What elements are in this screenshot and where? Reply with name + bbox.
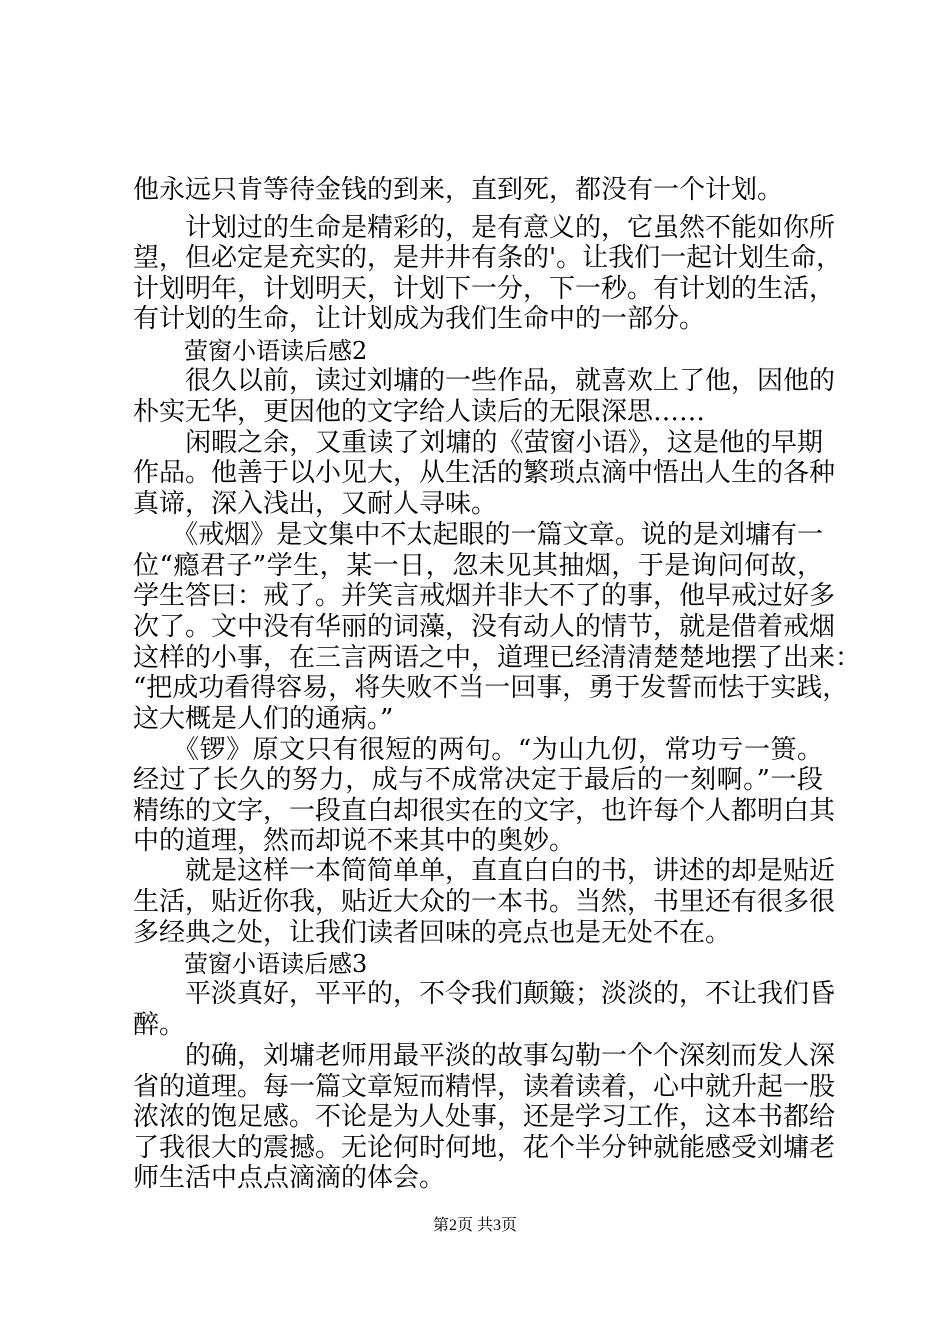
paragraph-line: 多经典之处，让我们读者回味的亮点也是无处不在。: [133, 918, 732, 948]
paragraph-line: 了我很大的震撼。无论何时何地，花个半分钟就能感受刘墉老: [133, 1133, 836, 1163]
paragraph-line: 计划明年，计划明天，计划下一分，下一秒。有计划的生活，: [133, 274, 836, 304]
section-heading: 萤窗小语读后感3: [184, 950, 368, 978]
paragraph-line: 师生活中点点滴滴的体会。: [133, 1163, 446, 1193]
paragraph-line: 浓浓的饱足感。不论是为人处事，还是学习工作，这本书都给: [133, 1102, 836, 1132]
paragraph-line: 这样的小事，在三言两语之中，道理已经清清楚楚地摆了出来：: [133, 643, 862, 673]
paragraph-line: 省的道理。每一篇文章短而精悍，读着读着，心中就升起一股: [133, 1072, 836, 1102]
paragraph-line: 有计划的生命，让计划成为我们生命中的一部分。: [133, 304, 706, 334]
paragraph-line: 醉。: [133, 1010, 186, 1040]
paragraph-line: 学生答曰：戒了。并笑言戒烟并非大不了的事，他早戒过好多: [133, 581, 836, 611]
paragraph-line: 计划过的生命是精彩的，是有意义的，它虽然不能如你所: [133, 213, 836, 243]
paragraph-line: 位“瘾君子”学生，某一日，忽未见其抽烟，于是询问何故，: [133, 551, 823, 581]
paragraph-line: 经过了长久的努力，成与不成常决定于最后的一刻啊。”一段: [133, 765, 823, 795]
section-heading: 萤窗小语读后感2: [184, 337, 368, 365]
paragraph-line: 就是这样一本简简单单，直直白白的书，讲述的却是贴近: [133, 856, 836, 886]
paragraph-line: 很久以前，读过刘墉的一些作品，就喜欢上了他，因他的: [133, 366, 836, 396]
paragraph-line: 这大概是人们的通病。”: [133, 704, 394, 734]
paragraph-line: 真谛，深入浅出，又耐人寻味。: [133, 489, 498, 519]
paragraph-line: 精练的文字，一段直白却很实在的文字，也许每个人都明白其: [133, 796, 836, 826]
paragraph-line: 望，但必定是充实的，是井井有条的'。让我们一起计划生命，: [133, 243, 843, 273]
page-number-footer: 第2页 共3页: [432, 1217, 517, 1234]
paragraph-line: 他永远只肯等待金钱的到来，直到死，都没有一个计划。: [133, 175, 784, 205]
paragraph-line: 作品。他善于以小见大，从生活的繁琐点滴中悟出人生的各种: [133, 458, 836, 488]
paragraph-line: 次了。文中没有华丽的词藻，没有动人的情节，就是借着戒烟: [133, 612, 836, 642]
paragraph-line: 中的道理，然而却说不来其中的奥妙。: [133, 826, 576, 856]
paragraph-line: 生活，贴近你我，贴近大众的一本书。当然，书里还有很多很: [133, 887, 836, 917]
paragraph-line: 《戒烟》是文集中不太起眼的一篇文章。说的是刘墉有一: [133, 520, 823, 550]
paragraph-line: 的确，刘墉老师用最平淡的故事勾勒一个个深刻而发人深: [133, 1041, 836, 1071]
paragraph-line: “把成功看得容易，将失败不当一回事，勇于发誓而怯于实践，: [133, 673, 849, 703]
paragraph-line: 《锣》原文只有很短的两句。“为山九仞，常功亏一篑。: [133, 735, 823, 765]
paragraph-line: 闲暇之余，又重读了刘墉的《萤窗小语》，这是他的早期: [133, 428, 823, 458]
paragraph-line: 朴实无华，更因他的文字给人读后的无限深思……: [133, 397, 706, 427]
paragraph-line: 平淡真好，平平的，不令我们颠簸；淡淡的，不让我们昏: [133, 979, 836, 1009]
